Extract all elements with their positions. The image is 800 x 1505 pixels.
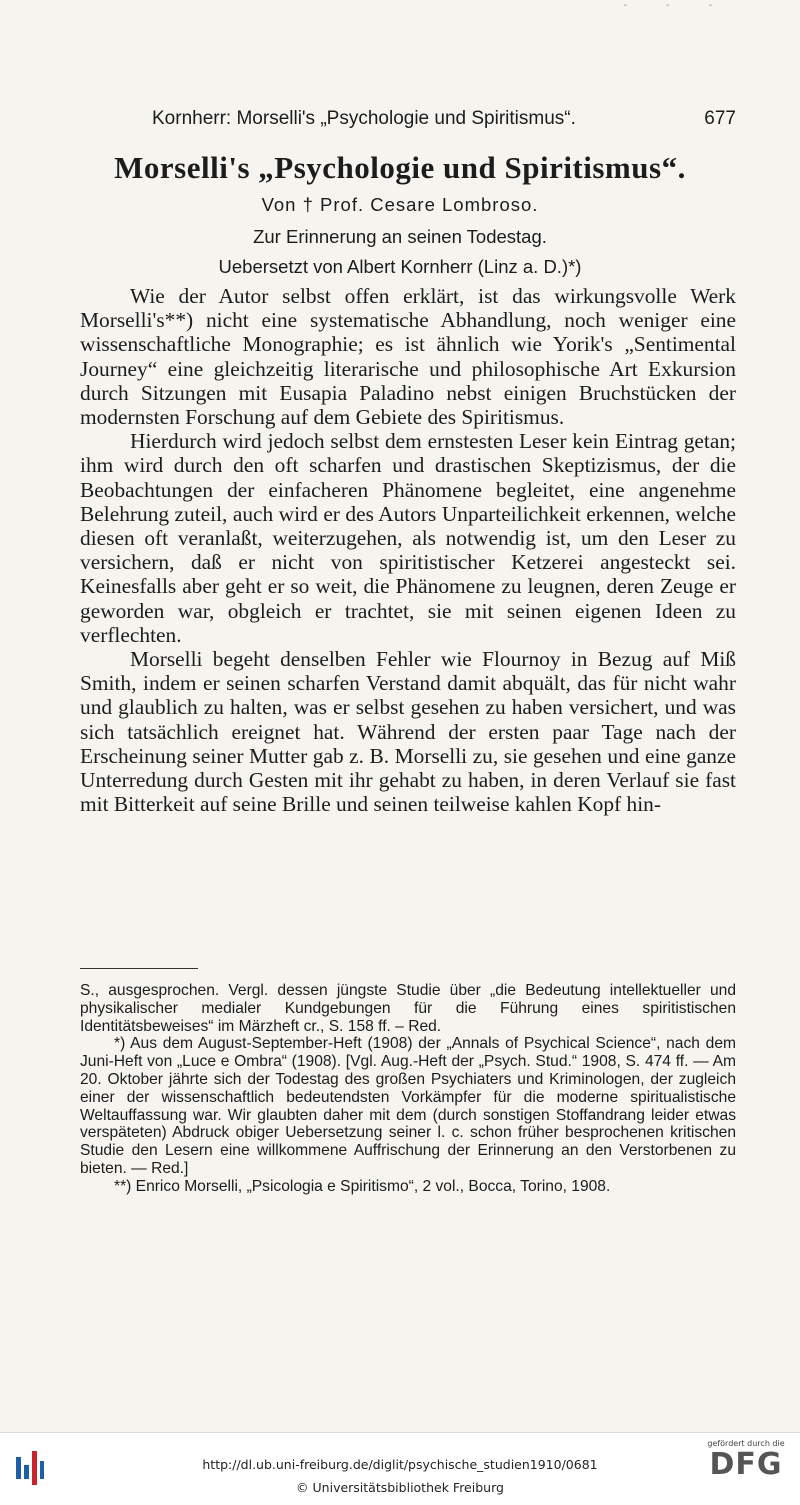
scan-edge-marks: - - - (623, 0, 730, 11)
footnotes (80, 982, 736, 1196)
footnote-divider (80, 968, 198, 969)
permalink-url[interactable]: http://dl.ub.uni-freiburg.de/diglit/psychische_studien1910/0681 (202, 1457, 598, 1472)
article-title: Morselli's „Psychologie und Spiritismus“. (114, 150, 686, 185)
dfg-logo (704, 1439, 788, 1482)
copyright-notice: © Universitätsbibliothek Freiburg (296, 1480, 504, 1495)
footnote-star: *) Aus dem August-September-Heft (1908) der „Annals of Psychical Science“, nach dem Juni-Heft von „Luce e Ombra“ (1908). [Vgl. Aug.-Heft der „Psych. Stud.“ 1908, S. 474 ff. — Am 20. Oktober jährte sich der Todestag des großen Psychiaters und Kriminologen, der zugleich einer der wissenschaftlich bedeutendsten Vorkämpfer für die moderne spiritualistische Weltauffassung war. Wir glaubten daher mit dem (durch sonstigen Stoffandrang leider etwas verspäteten) Abdruck obiger Uebersetzung seiner l. c. schon früher besprochenen kritischen Studie den Lesern eine willkommene Auffrischung der Erinnerung an den Verstorbenen zu bieten. — Red.] (80, 1035, 736, 1177)
paragraph: Hierdurch wird jedoch selbst dem ernstesten Leser kein Eintrag getan; ihm wird durch den oft scharfen und drastischen Skeptizismus, der die Beobachtungen der einfacheren Phänomene begleitet, eine angenehme Belehrung zuteil, auch wird er des Autors Unparteilichkeit erkennen, welche diesen oft veranlaßt, weiterzugehen, als notwendig ist, um den Leser zu versichern, daß er nicht von spiritistischer Ketzerei angesteckt sei. Keinesfalls aber geht er so weit, die Phänomene zu leugnen, deren Zeuge er geworden war, obgleich er trachtet, sie mit seinen eigenen Ideen zu verflechten. (80, 429, 736, 647)
footnote-continued: S., ausgesprochen. Vergl. dessen jüngste Studie über „die Bedeutung intellektueller und physikalischer medialer Kundgebungen für die Führung eines spiritistischen Identitätsbeweises“ im Märzheft cr., S. 158 ff. – Red. (80, 982, 736, 1035)
paragraph: Wie der Autor selbst offen erklärt, ist das wirkungsvolle Werk Morselli's**) nicht eine systematische Abhandlung, noch weniger eine wissenschaftliche Monographie; es ist ähnlich wie Yorik's „Sentimental Journey“ eine gleichzeitig literarische und philosophische Art Exkursion durch Sitzungen mit Eusapia Paladino nebst einigen Bruchstücken der modernsten Forschung auf dem Gebiete des Spiritismus. (80, 284, 736, 430)
body-text (80, 284, 736, 816)
running-title: Kornherr: Morselli's „Psychologie und Spiritismus“. (152, 108, 576, 129)
funding-label: gefördert durch die (707, 1439, 785, 1448)
paragraph: Morselli begeht denselben Fehler wie Flournoy in Bezug auf Miß Smith, indem er seinen scharfen Verstand damit abquält, das für nicht wahr und glaublich zu halten, was er selbst gesehen zu haben versichert, und was sich tatsächlich ereignet hat. Während der ersten paar Tage nach der Erscheinung seiner Mutter gab z. B. Morselli zu, sie gesehen und eine ganze Unterredung durch Gesten mit ihr gehabt zu haben, in deren Verlauf sie fast mit Bitterkeit auf seine Brille und seinen teilweise kahlen Kopf hin- (80, 647, 736, 817)
footnote-double-star: **) Enrico Morselli, „Psicologia e Spiritismo“, 2 vol., Bocca, Torino, 1908. (114, 1177, 611, 1195)
article-dedication: Zur Erinnerung an seinen Todestag. (253, 226, 547, 247)
funder-name: DFG (709, 1447, 783, 1482)
running-head (152, 108, 736, 130)
page-number: 677 (704, 108, 736, 129)
article-translator: Uebersetzt von Albert Kornherr (Linz a. D.)*) (218, 256, 582, 277)
viewer-footer (0, 1432, 800, 1505)
article-author: Von † Prof. Cesare Lombroso. (261, 194, 539, 215)
